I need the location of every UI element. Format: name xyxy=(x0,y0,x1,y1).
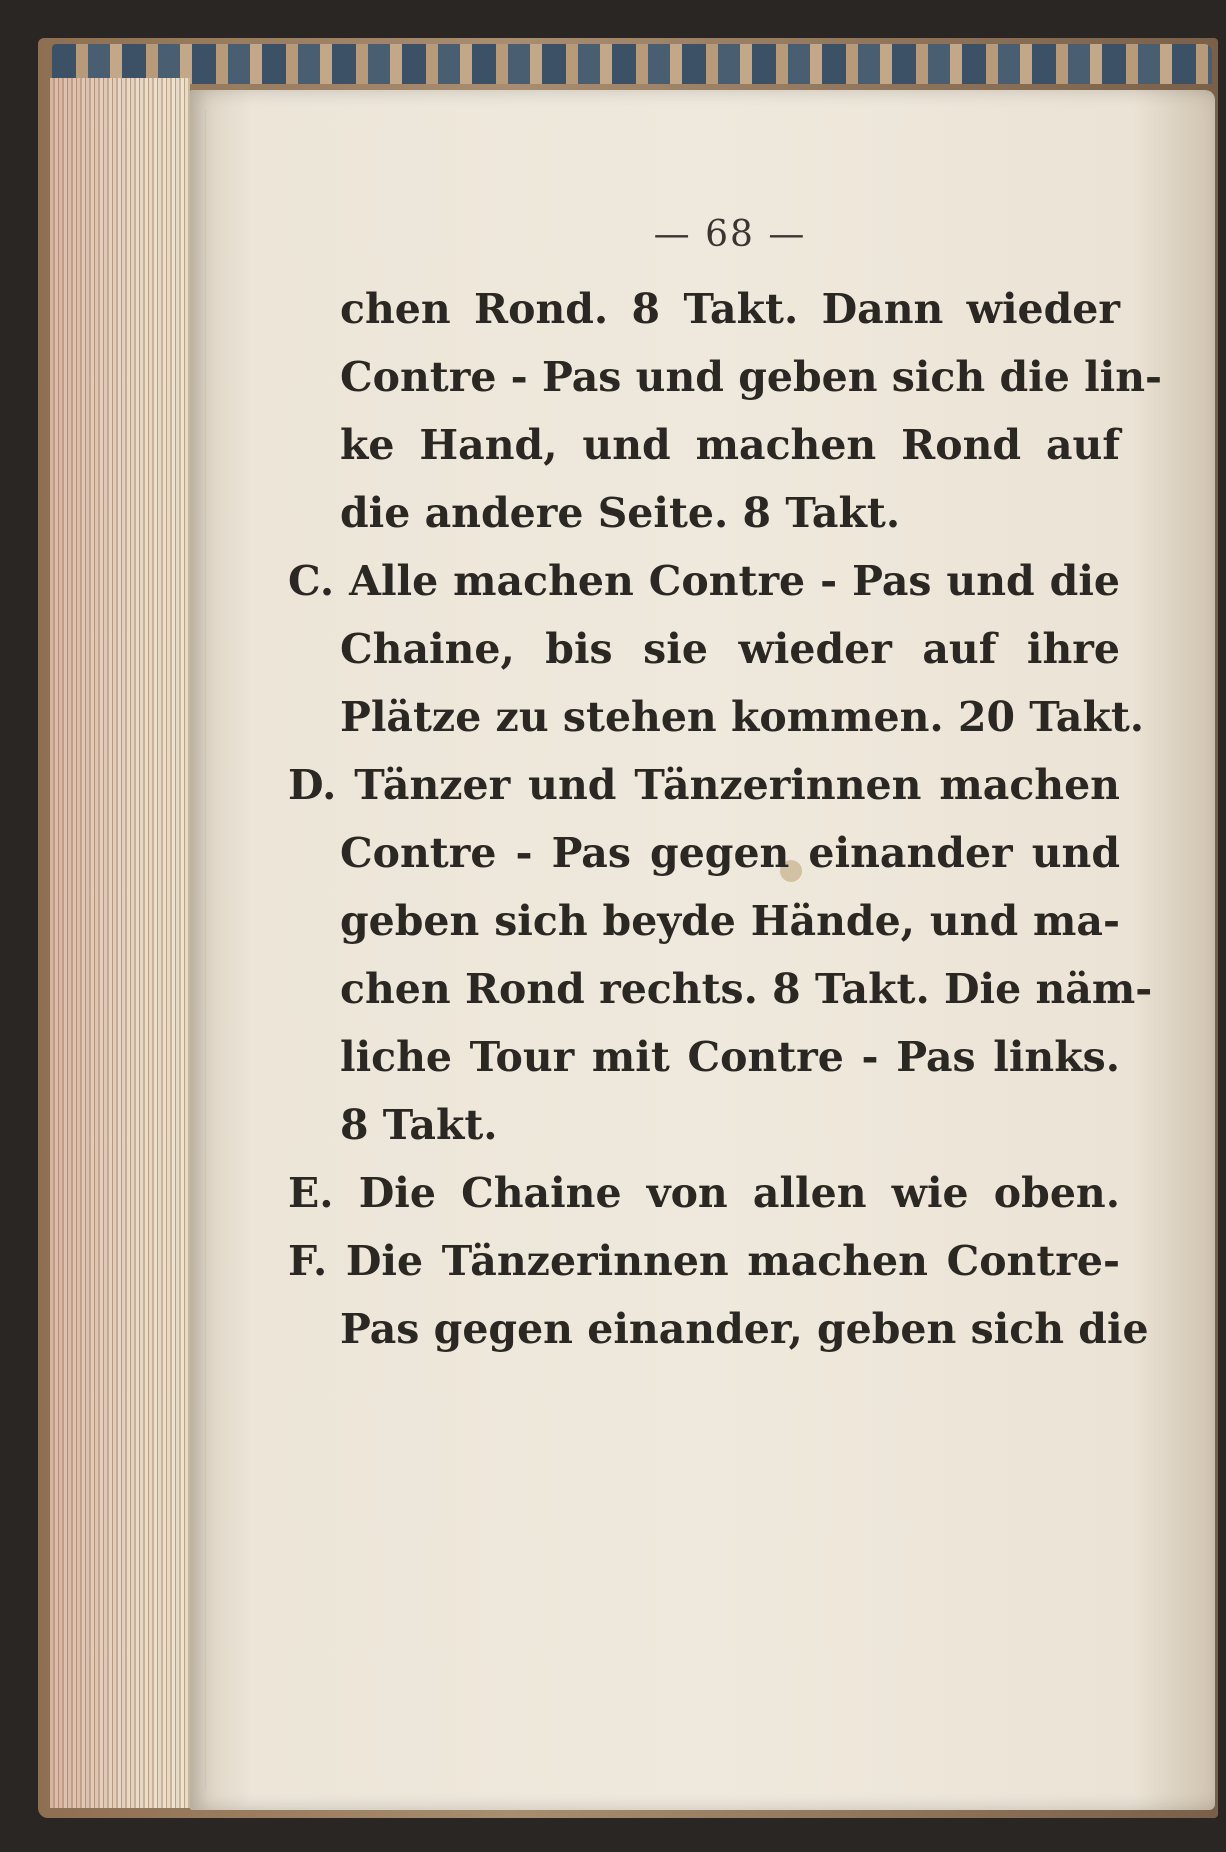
text-line: C. Alle machen Contre - Pas und die xyxy=(288,557,1120,605)
book-spine-top xyxy=(52,44,1212,84)
text-line: liche Tour mit Contre - Pas links. xyxy=(340,1033,1120,1081)
page-edges xyxy=(50,78,190,1808)
text-line: chen Rond. 8 Takt. Dann wieder xyxy=(340,285,1120,333)
text-line: Contre - Pas gegen einander und xyxy=(340,829,1120,877)
text-line: ke Hand, und machen Rond auf xyxy=(340,421,1120,469)
text-line: chen Rond rechts. 8 Takt. Die näm- xyxy=(340,965,1153,1013)
page-gutter xyxy=(192,110,206,1790)
page-text xyxy=(288,210,1163,1366)
text-line: 8 Takt. xyxy=(340,1101,498,1149)
book-page xyxy=(190,90,1215,1810)
text-line: E. Die Chaine von allen wie oben. xyxy=(288,1169,1120,1217)
text-line: die andere Seite. 8 Takt. xyxy=(340,489,901,537)
text-line: F. Die Tänzerinnen machen Contre- xyxy=(288,1237,1120,1285)
text-line: Plätze zu stehen kommen. 20 Takt. xyxy=(340,693,1145,741)
text-line: D. Tänzer und Tänzerinnen machen xyxy=(288,761,1120,809)
text-line: Contre - Pas und geben sich die lin- xyxy=(340,353,1163,401)
text-line: geben sich beyde Hände, und ma- xyxy=(340,897,1120,945)
page-number: — 68 — xyxy=(653,214,807,255)
text-line: Chaine, bis sie wieder auf ihre xyxy=(340,625,1120,673)
text-line: Pas gegen einander, geben sich die xyxy=(340,1305,1149,1353)
